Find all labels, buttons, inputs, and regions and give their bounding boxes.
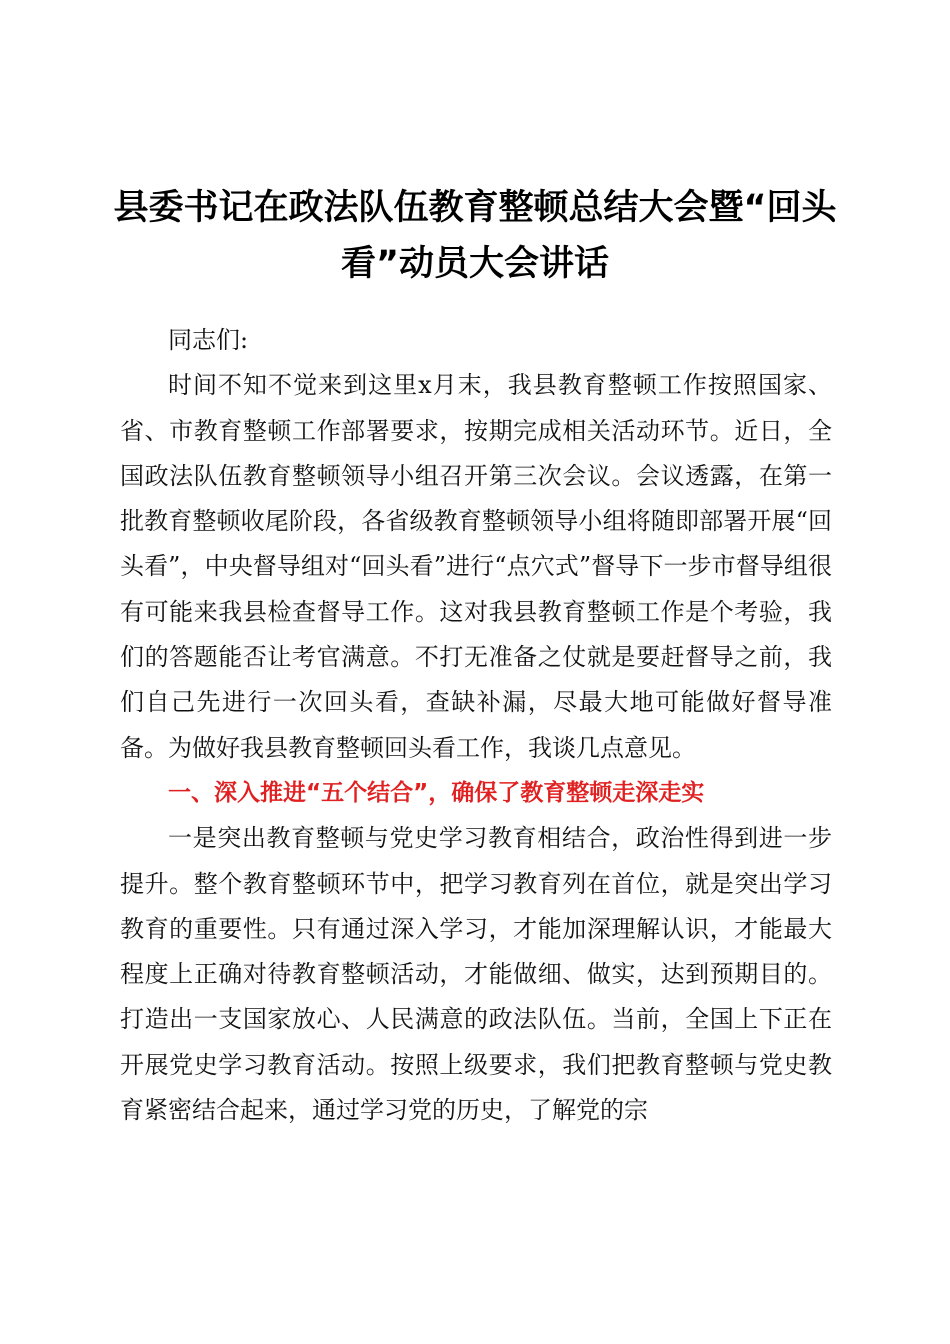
paragraph-intro: 时间不知不觉来到这里x月末，我县教育整顿工作按照国家、省、市教育整顿工作部署要求，按期完成相关活动环节。近日，全国政法队伍教育整顿领导小组召开第三次会议。会议透露，在第一批教育整顿收尾阶段，各省级教育整顿领导小组将随即部署开展“回头看”，中央督导组对“回头看”进行“点穴式”督导下一步市督导组很有可能来我县检查督导工作。这对我县教育整顿工作是个考验，我们的答题能否让考官满意。不打无准备之仗就是要赶督导之前，我们自己先进行一次回头看，查缺补漏，尽最大地可能做好督导准备。为做好我县教育整顿回头看工作，我谈几点意见。 [120,371,832,762]
document-body [120,318,832,1133]
paragraph-section-1: 一是突出教育整顿与党史学习教育相结合，政治性得到进一步提升。整个教育整顿环节中，把学习教育列在首位，就是突出学习教育的重要性。只有通过深入学习，才能加深理解认识，才能最大程度上正确对待教育整顿活动，才能做细、做实，达到预期目的。打造出一支国家放心、人民满意的政法队伍。当前，全国上下正在开展党史学习教育活动。按照上级要求，我们把教育整顿与党史教育紧密结合起来，通过学习党的历史，了解党的宗 [120,824,832,1125]
section-heading: 一、深入推进“五个结合”，确保了教育整顿走深走实 [168,779,705,806]
salutation: 同志们: [168,326,249,354]
document-title: 县委书记在政法队伍教育整顿总结大会暨“回头看”动员大会讲话 [113,188,837,284]
